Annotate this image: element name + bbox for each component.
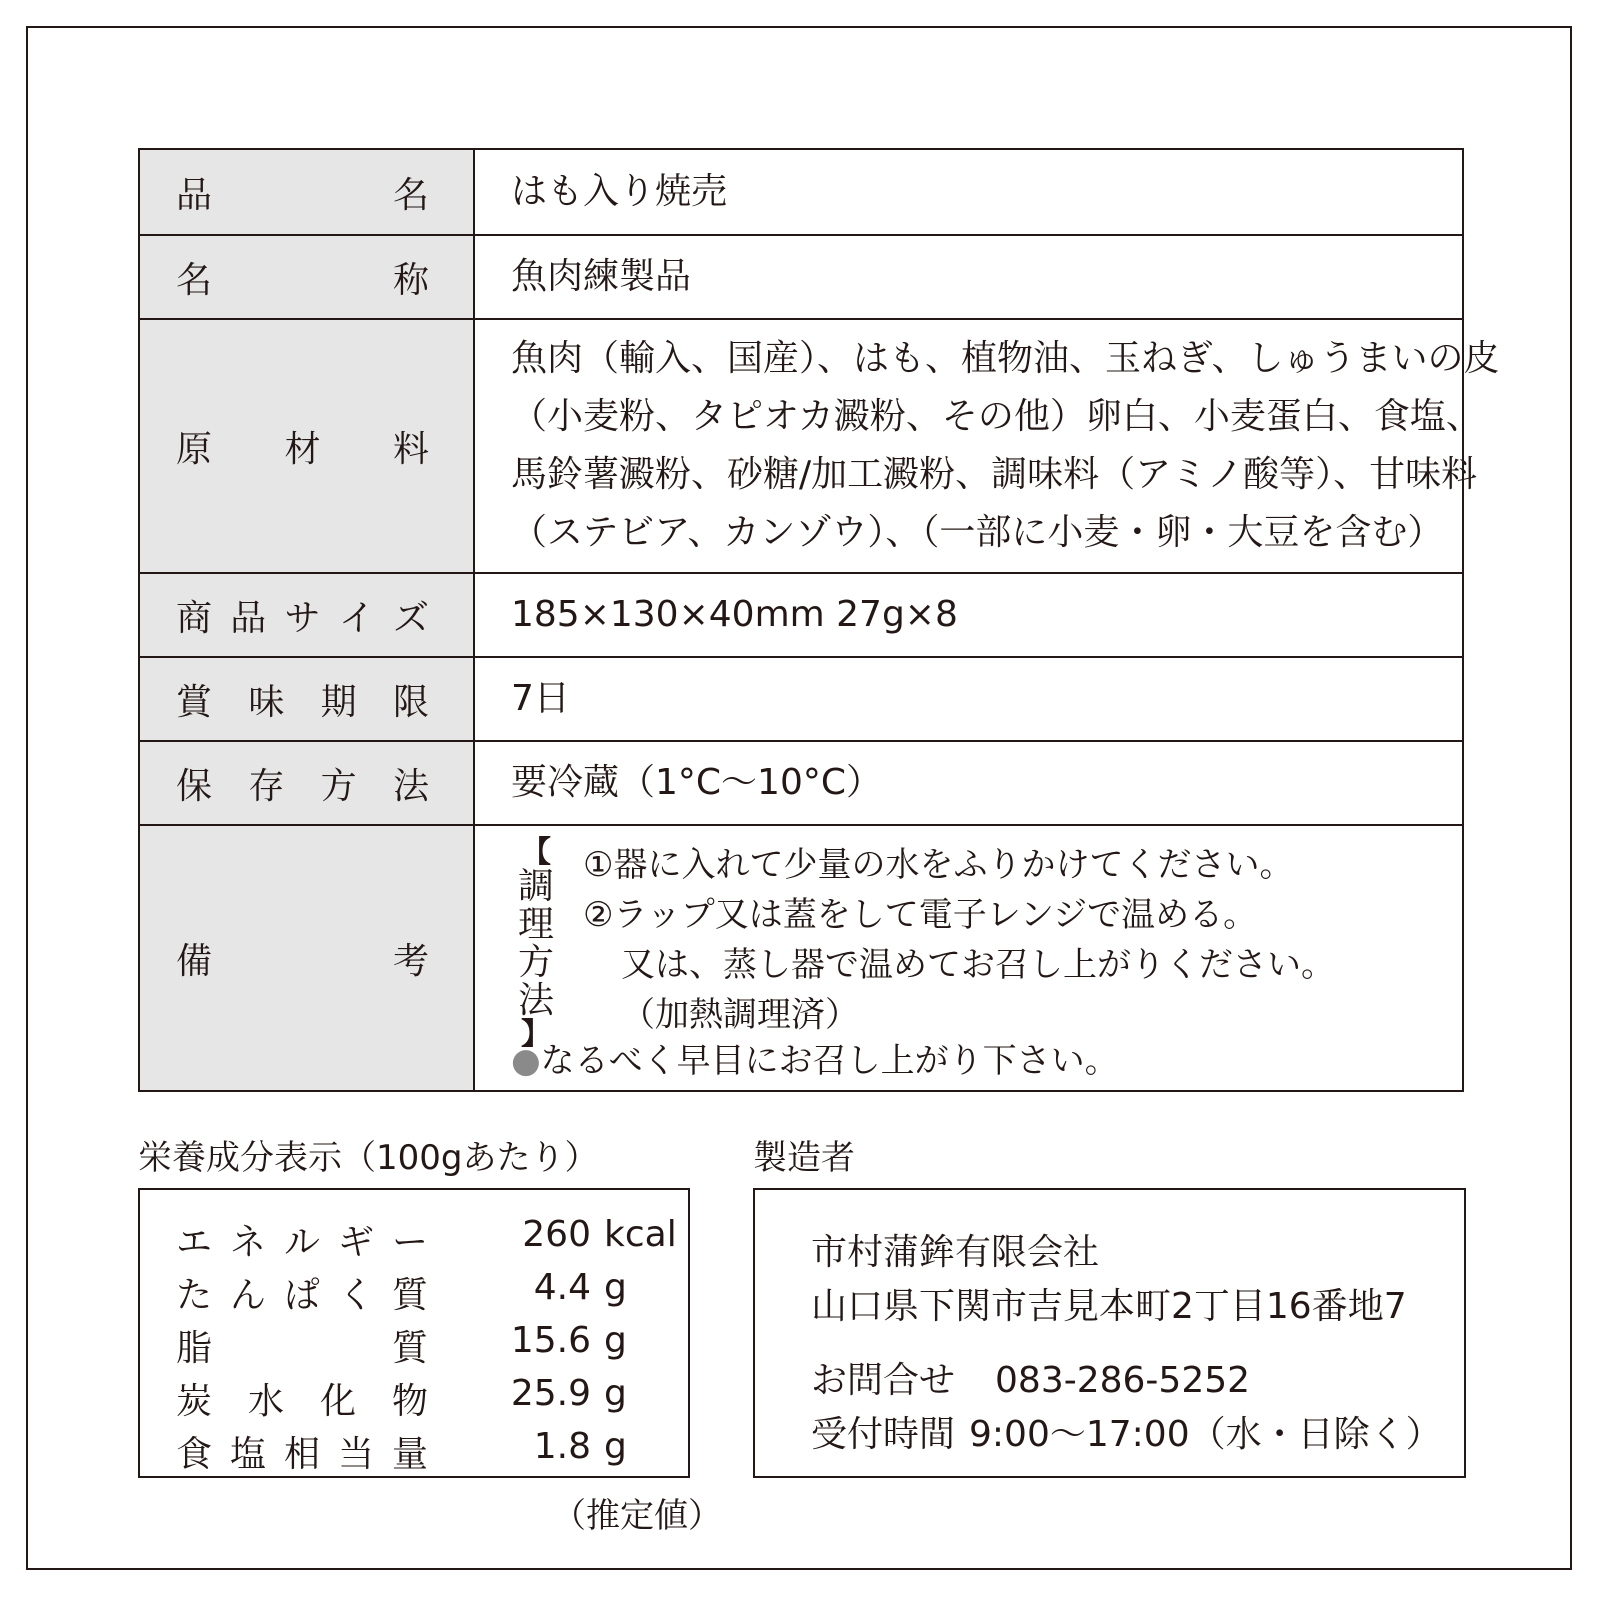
- manufacturer-title: 製造者: [753, 1138, 855, 1178]
- spec-row-product-name: [139, 149, 1463, 235]
- nutrition-unit: g: [604, 1320, 627, 1361]
- spec-value: 185×130×40mm 27g×8: [474, 573, 1463, 657]
- spec-row-remarks: [139, 825, 1463, 1091]
- spec-label: 保 存 方 法: [176, 765, 429, 807]
- hours-value: 9:00～17:00（水・日除く）: [969, 1414, 1442, 1455]
- nutrition-label: 脂 質: [176, 1328, 428, 1369]
- spec-value: 7日: [474, 657, 1463, 741]
- spec-row-storage: [139, 741, 1463, 825]
- ingredients-line: （小麦粉、タピオカ澱粉、その他）卵白、小麦蛋白、食塩、: [511, 396, 1482, 437]
- nutrition-value: 1.8: [533, 1426, 591, 1467]
- spec-label: 商 品 サ イ ズ: [176, 597, 429, 639]
- nutrition-value: 15.6: [510, 1320, 591, 1361]
- nutrition-footnote: （推定値）: [552, 1496, 722, 1536]
- spec-value: はも入り焼売: [474, 149, 1463, 235]
- cooking-step: ②ラップ又は蓋をして電子レンジで温める。: [583, 895, 1258, 935]
- spec-row-size: [139, 573, 1463, 657]
- nutrition-label: エ ネ ル ギ ー: [176, 1222, 428, 1263]
- company-name: 市村蒲鉾有限会社: [811, 1232, 1100, 1273]
- spec-value: 魚肉練製品: [474, 235, 1463, 319]
- nutrition-value: 25.9: [510, 1373, 591, 1414]
- ingredients-line: 馬鈴薯澱粉、砂糖/加工澱粉、調味料（アミノ酸等）、甘味料: [511, 454, 1478, 495]
- nutrition-label: 食 塩 相 当 量: [176, 1434, 428, 1475]
- nutrition-unit: kcal: [604, 1214, 677, 1255]
- spec-row-category: [139, 235, 1463, 319]
- nutrition-value: 4.4: [533, 1267, 591, 1308]
- spec-label: 品 名: [176, 174, 429, 216]
- product-spec-table: [138, 148, 1500, 1092]
- nutrition-value: 260: [522, 1214, 591, 1255]
- nutrition-unit: g: [604, 1267, 627, 1308]
- hours-label: 受付時間: [811, 1414, 956, 1455]
- spec-label: 原 材 料: [176, 428, 429, 470]
- ingredients-line: （ステビア、カンゾウ）、（一部に小麦・卵・大豆を含む）: [511, 512, 1444, 553]
- contact-phone: [811, 1352, 1250, 1403]
- business-hours: [811, 1406, 1442, 1457]
- nutrition-unit: g: [604, 1426, 627, 1467]
- phone-label: お問合せ: [811, 1360, 956, 1401]
- spec-value: 要冷蔵（1°C～10°C）: [474, 741, 1463, 825]
- ingredients-line: 魚肉（輸入、国産）、はも、植物油、玉ねぎ、しゅうまいの皮: [511, 338, 1500, 379]
- cooking-step: 又は、蒸し器で温めてお召し上がりください。: [621, 945, 1335, 985]
- bullet-icon: ●: [511, 1041, 541, 1081]
- spec-label: 名 称: [176, 259, 429, 301]
- nutrition-unit: g: [604, 1373, 627, 1414]
- spec-label: 備 考: [176, 940, 429, 982]
- ingredients-value: [474, 319, 1500, 573]
- cooking-steps: [583, 840, 1335, 1040]
- nutrition-label: た ん ぱ く 質: [176, 1275, 428, 1316]
- nutrition-table: [138, 1188, 690, 1478]
- manufacturer-box: [753, 1188, 1466, 1478]
- company-address: 山口県下関市吉見本町2丁目16番地7: [811, 1286, 1407, 1327]
- spec-row-ingredients: [139, 319, 1463, 573]
- spec-row-best-before: [139, 657, 1463, 741]
- cooking-step: ①器に入れて少量の水をふりかけてください。: [583, 845, 1294, 885]
- nutrition-title: 栄養成分表示（100gあたり）: [138, 1138, 599, 1178]
- cooking-method-label: 【 調 理 方 法 】: [517, 835, 554, 1052]
- remarks-content: [511, 826, 1462, 1088]
- cooking-step: （加熱調理済）: [621, 995, 859, 1035]
- phone-number: 083-286-5252: [995, 1360, 1251, 1401]
- spec-label: 賞 味 期 限: [176, 681, 429, 723]
- remarks-note: ●なるべく早目にお召し上がり下さい。: [511, 1041, 1119, 1081]
- nutrition-label: 炭 水 化 物: [176, 1381, 428, 1422]
